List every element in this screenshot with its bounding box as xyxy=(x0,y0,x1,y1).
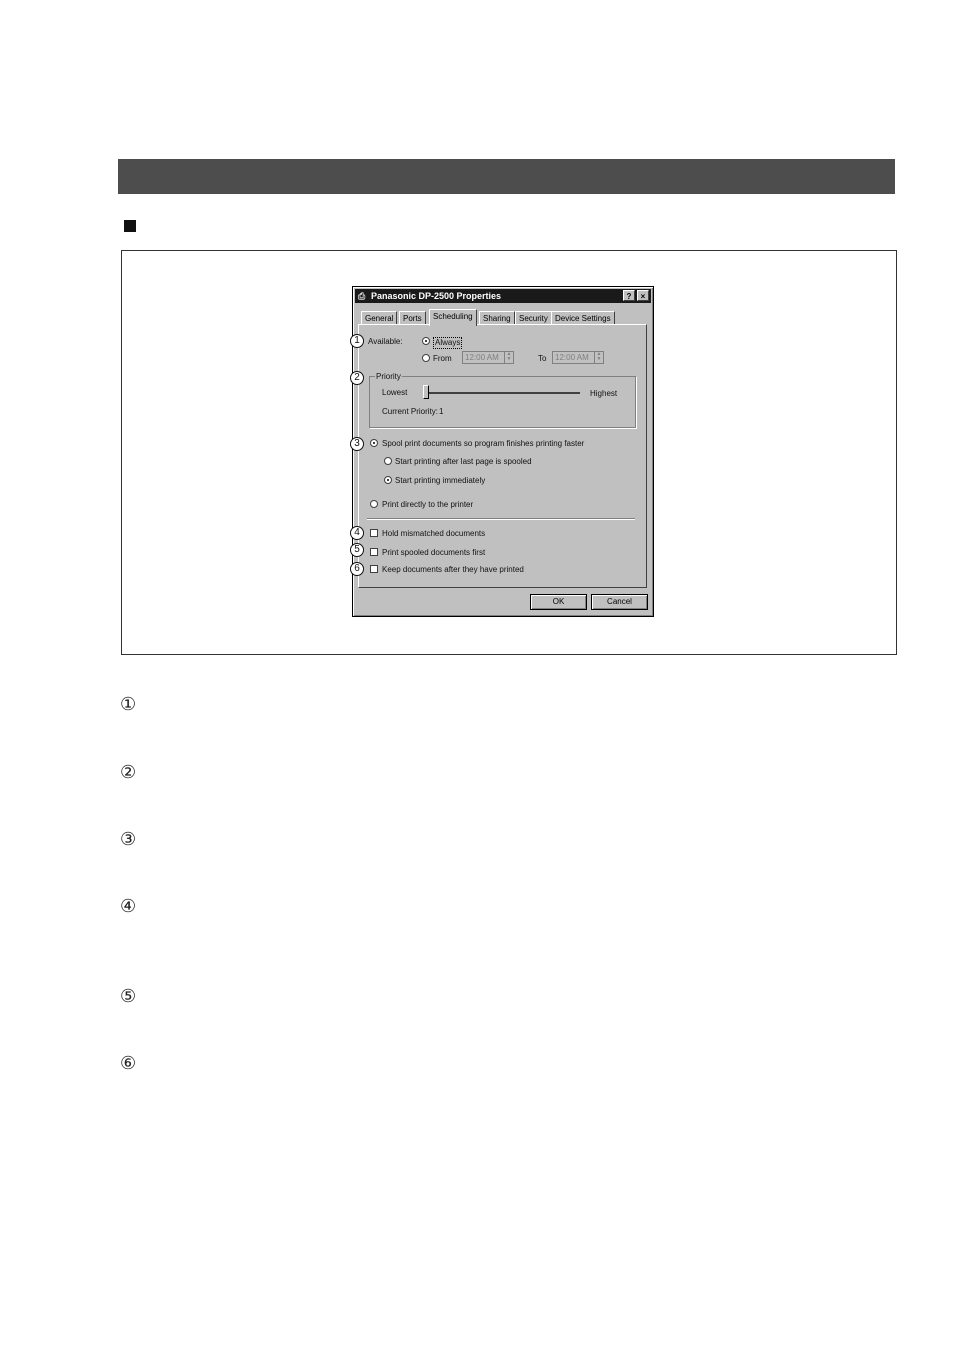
list-number-6: ⑥ xyxy=(120,1053,137,1073)
options-separator xyxy=(367,518,635,520)
always-radio[interactable] xyxy=(422,337,430,345)
keep-documents-checkbox[interactable] xyxy=(370,565,378,573)
hold-mismatched-checkbox[interactable] xyxy=(370,529,378,537)
list-number-3: ③ xyxy=(120,829,137,849)
to-time-field[interactable] xyxy=(552,351,604,364)
callout-1: 1 xyxy=(350,334,364,348)
list-number-5: ⑤ xyxy=(120,986,137,1006)
spool-radio[interactable] xyxy=(370,439,378,447)
tab-sharing[interactable]: Sharing xyxy=(479,311,515,325)
from-time-value: 12:00 AM xyxy=(465,353,499,362)
tab-security[interactable]: Security xyxy=(515,311,552,325)
start-after-last-label: Start printing after last page is spooled xyxy=(395,457,532,466)
help-button[interactable]: ? xyxy=(623,290,635,301)
print-spooled-first-checkbox[interactable] xyxy=(370,548,378,556)
cancel-button[interactable]: Cancel xyxy=(591,594,648,610)
list-number-1: ① xyxy=(120,694,137,714)
spool-label: Spool print documents so program finishes printing faster xyxy=(382,439,585,448)
from-time-field[interactable] xyxy=(462,351,514,364)
tab-device-settings[interactable]: Device Settings xyxy=(551,311,615,325)
callout-4: 4 xyxy=(350,526,364,540)
print-directly-label: Print directly to the printer xyxy=(382,500,474,509)
available-label: Available: xyxy=(368,337,403,346)
callout-2: 2 xyxy=(350,371,364,385)
tab-ports[interactable]: Ports xyxy=(399,311,426,325)
section-bullet-square xyxy=(124,220,136,232)
priority-groupbox xyxy=(369,376,636,428)
lowest-label: Lowest xyxy=(382,388,408,397)
ok-button[interactable]: OK xyxy=(530,594,587,610)
list-number-2: ② xyxy=(120,762,137,782)
from-label: From xyxy=(433,354,452,363)
start-after-last-radio[interactable] xyxy=(384,457,392,465)
tab-general[interactable]: General xyxy=(361,311,397,325)
priority-label: Priority xyxy=(376,372,401,381)
priority-slider-thumb[interactable] xyxy=(423,385,429,399)
callout-3: 3 xyxy=(350,437,364,451)
to-time-value: 12:00 AM xyxy=(555,353,589,362)
start-immediately-radio[interactable] xyxy=(384,476,392,484)
hold-mismatched-label: Hold mismatched documents xyxy=(382,529,486,538)
printer-icon: ⎙ xyxy=(358,291,366,301)
start-immediately-label: Start printing immediately xyxy=(395,476,486,485)
priority-slider-track[interactable] xyxy=(424,392,580,394)
current-priority-value: 1 xyxy=(439,407,444,416)
close-button[interactable]: × xyxy=(637,290,649,301)
callout-6: 6 xyxy=(350,562,364,576)
dialog-title: Panasonic DP-2500 Properties xyxy=(371,291,502,301)
tab-scheduling[interactable]: Scheduling xyxy=(429,309,477,326)
always-label: Always xyxy=(435,338,461,347)
to-label: To xyxy=(538,354,547,363)
callout-5: 5 xyxy=(350,543,364,557)
list-number-4: ④ xyxy=(120,896,137,916)
section-header-bar xyxy=(118,159,895,194)
keep-documents-label: Keep documents after they have printed xyxy=(382,565,524,574)
from-radio[interactable] xyxy=(422,354,430,362)
print-directly-radio[interactable] xyxy=(370,500,378,508)
to-time-spinner[interactable]: ▲ ▼ xyxy=(594,352,603,363)
from-time-spinner[interactable]: ▲ ▼ xyxy=(504,352,513,363)
dialog-titlebar xyxy=(355,289,651,303)
highest-label: Highest xyxy=(590,389,618,398)
current-priority-label: Current Priority: xyxy=(382,407,439,416)
print-spooled-first-label: Print spooled documents first xyxy=(382,548,486,557)
